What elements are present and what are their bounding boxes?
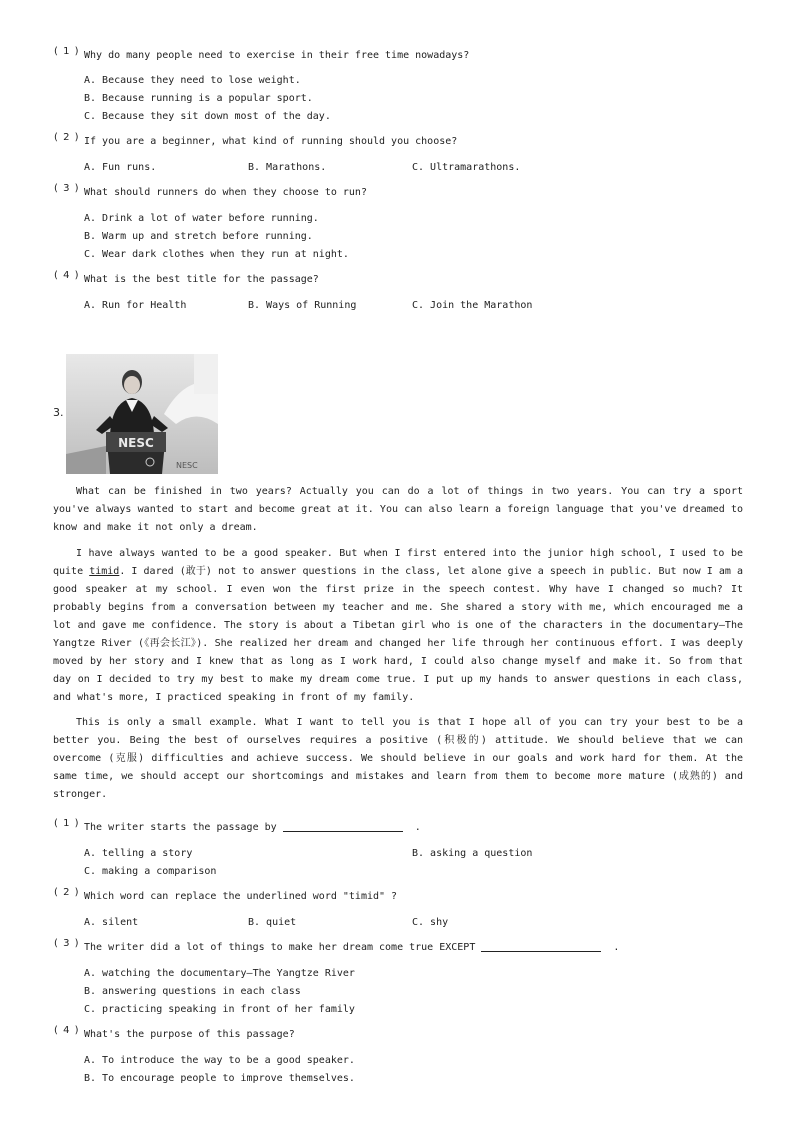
question-number: ( 2 ): [54, 887, 80, 898]
option-a[interactable]: A. Run for Health: [84, 300, 187, 311]
paragraph-text: . I dared (敢于) not to answer questions in the class, let alone give a speech in public. But now I am a good speaker at my school. I even won the first prize in the speech contest. Why have I changed so much? It probably begins from a conversation between my teacher and me. She shared a story with me, which encouraged me a lot and gave me confidence. The story is about a Tibetan girl who is one of the characters in the documentary—The Yangtze River (《再会长江》). She realized her dream and changed her life through her continuous effort. I was deeply moved by her story and I knew that as long as I work hard, I could also change myself and make it. So from that day on I decided to try my best to make my dream come true. I put up my hands to answer questions in each class, and what's more, I practiced speaking in front of my family.: [53, 566, 744, 703]
answer-blank[interactable]: [481, 951, 601, 952]
option-c[interactable]: C. shy: [412, 917, 449, 928]
question-text-main: The writer did a lot of things to make her dream come true EXCEPT: [84, 942, 476, 953]
option-a[interactable]: A. Because they need to lose weight.: [84, 75, 301, 86]
section-number: 3.: [53, 406, 64, 419]
speaker-photo: [66, 354, 218, 474]
option-b[interactable]: B. answering questions in each class: [84, 986, 301, 997]
option-b[interactable]: B. quiet: [248, 917, 297, 928]
option-b[interactable]: B. To encourage people to improve themselves.: [84, 1073, 355, 1084]
question-text: Which word can replace the underlined word "timid" ?: [84, 891, 398, 902]
passage-paragraph-1: What can be finished in two years? Actually you can do a lot of things in two years. You can try a sport you've always wanted to start and become great at it. You can also learn a foreign language that you've dreamed to know and make it not only a dream.: [53, 486, 743, 533]
question-text: [84, 942, 619, 953]
option-b[interactable]: B. Because running is a popular sport.: [84, 93, 313, 104]
option-c[interactable]: C. practicing speaking in front of her family: [84, 1004, 355, 1015]
question-number: ( 1 ): [54, 818, 80, 829]
question-text: If you are a beginner, what kind of running should you choose?: [84, 136, 458, 147]
question-text: What is the best title for the passage?: [84, 274, 319, 285]
option-a[interactable]: A. silent: [84, 917, 139, 928]
question-number: ( 3 ): [54, 183, 80, 194]
passage-paragraph-3: This is only a small example. What I want to tell you is that I hope all of you can try your best to be a better you. Being the best of ourselves requires a positive (积极的) attitude. We should believe that we can overcome (克服) difficulties and achieve success. We should believe in our goals and work hard for them. At the same time, we should accept our shortcomings and mistakes and learn from them to become more mature (成熟的) and stronger.: [53, 717, 743, 800]
option-a[interactable]: A. watching the documentary—The Yangtze River: [84, 968, 355, 979]
question-end: .: [414, 822, 421, 833]
question-text: What should runners do when they choose to run?: [84, 187, 367, 198]
question-number: ( 3 ): [54, 938, 80, 949]
question-text: Why do many people need to exercise in their free time nowadays?: [84, 50, 470, 61]
option-c[interactable]: C. Join the Marathon: [412, 300, 533, 311]
answer-blank[interactable]: [283, 831, 403, 832]
question-number: ( 1 ): [54, 46, 80, 57]
question-text: What's the purpose of this passage?: [84, 1029, 295, 1040]
option-b[interactable]: B. Marathons.: [248, 162, 327, 173]
question-text: [84, 822, 421, 833]
option-a[interactable]: A. Drink a lot of water before running.: [84, 213, 319, 224]
option-a[interactable]: A. To introduce the way to be a good speaker.: [84, 1055, 355, 1066]
option-c[interactable]: C. Wear dark clothes when they run at night.: [84, 249, 349, 260]
option-a[interactable]: A. telling a story: [84, 848, 193, 859]
passage-paragraph-2: [53, 545, 743, 707]
question-text-main: The writer starts the passage by: [84, 822, 277, 833]
option-a[interactable]: A. Fun runs.: [84, 162, 157, 173]
paragraph-text: I have always wanted to be a good speaker. But when I first entered into the junior high school, I used to be quite: [53, 548, 743, 577]
option-b[interactable]: B. Warm up and stretch before running.: [84, 231, 313, 242]
question-number: ( 2 ): [54, 132, 80, 143]
question-end: .: [613, 942, 620, 953]
corner-sign: NESC: [176, 461, 198, 470]
option-c[interactable]: C. making a comparison: [84, 866, 217, 877]
question-number: ( 4 ): [54, 270, 80, 281]
podium-sign: NESC: [118, 436, 154, 450]
option-b[interactable]: B. Ways of Running: [248, 300, 357, 311]
option-c[interactable]: C. Ultramarathons.: [412, 162, 521, 173]
underlined-word: timid: [89, 566, 120, 577]
option-c[interactable]: C. Because they sit down most of the day.: [84, 111, 331, 122]
option-b[interactable]: B. asking a question: [412, 848, 533, 859]
question-number: ( 4 ): [54, 1025, 80, 1036]
